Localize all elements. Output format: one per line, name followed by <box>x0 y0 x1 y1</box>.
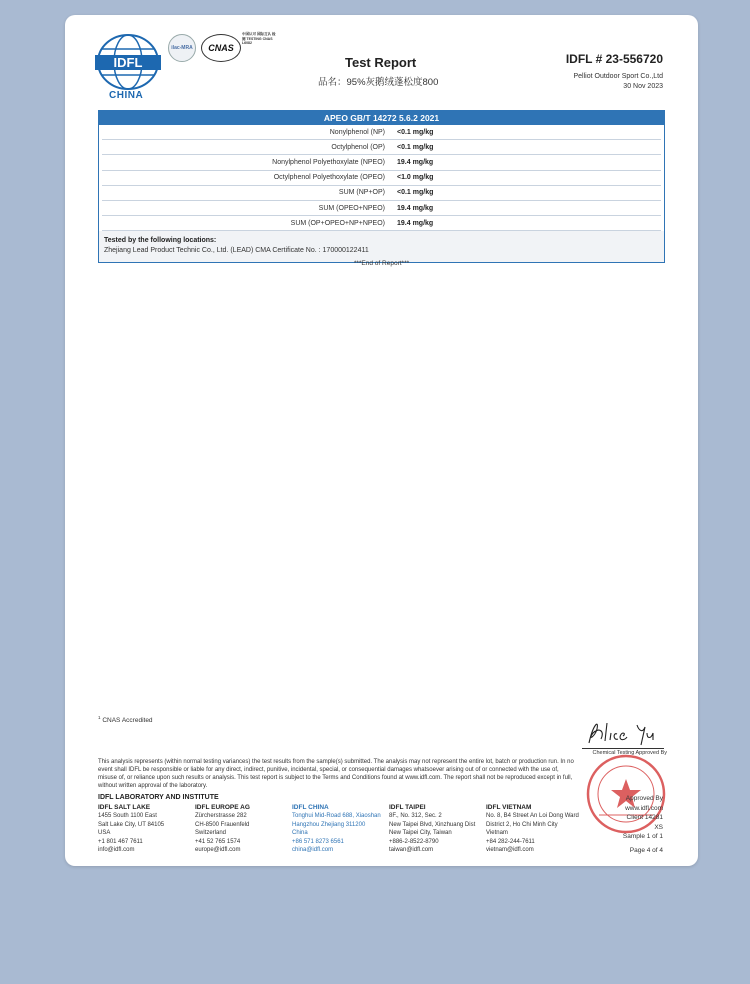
footnote-marker: 1 <box>98 715 101 720</box>
analyte-name: SUM (OP+OPEO+NP+NPEO) <box>290 219 385 227</box>
table-row <box>102 155 661 170</box>
results-heading: APEO GB/T 14272 5.6.2 2021 <box>99 111 664 125</box>
analyte-name: Octylphenol Polyethoxylate (OPEO) <box>273 174 385 182</box>
office-line: Vietnam <box>486 830 508 837</box>
approved-by-caption: Chemical Testing Approved By <box>592 750 667 756</box>
website-link[interactable]: www.idfl.com <box>625 804 663 812</box>
table-row <box>102 186 661 201</box>
page-number: Page 4 of 4 <box>629 847 663 854</box>
report-number: IDFL # 23-556720 <box>565 52 663 66</box>
sample-code: XS <box>654 823 663 831</box>
analyte-name: Nonylphenol Polyethoxylate (NPEO) <box>272 158 385 166</box>
cnas-logo: CNAS <box>201 34 241 62</box>
office-china <box>292 804 389 854</box>
office-line: CH-8500 Frauenfeld <box>195 821 250 828</box>
lab-title: IDFL LABORATORY AND INSTITUTE <box>98 794 219 801</box>
analyte-value: <0.1 mg/kg <box>397 143 434 151</box>
office-name: IDFL SALT LAKE <box>98 804 151 811</box>
svg-text:IDFL: IDFL <box>113 55 143 70</box>
office-line: New Taipei City, Taiwan <box>389 830 452 837</box>
product-name: 品名：95%灰鹅绒蓬松度800 <box>318 77 439 88</box>
cnas-caption: 中国认可 国际互认 检测 TESTING CNAS L6082 <box>242 32 276 46</box>
report-title: Test Report <box>345 55 417 70</box>
office-name: IDFL TAIPEI <box>389 804 426 811</box>
office-name: IDFL EUROPE AG <box>195 804 250 811</box>
office-line: +86 571 8273 6561 <box>292 838 344 845</box>
signature <box>583 715 663 747</box>
analyte-name: Octylphenol (OP) <box>331 143 385 151</box>
office-line: china@idfl.com <box>292 847 334 854</box>
cnas-accredited-note <box>98 715 153 724</box>
office-line: Switzerland <box>195 830 227 837</box>
client-info <box>574 72 664 92</box>
office-vietnam <box>486 804 583 854</box>
office-taipei <box>389 804 486 854</box>
end-of-report: ***End of Report*** <box>353 260 410 267</box>
office-line: europe@idfl.com <box>195 847 241 854</box>
analyte-value: 19.4 mg/kg <box>397 204 434 212</box>
analyte-value: <0.1 mg/kg <box>397 189 434 197</box>
idfl-china-label: CHINA <box>109 90 144 101</box>
office-line: +41 52 765 1574 <box>195 838 241 845</box>
analyte-name: SUM (OPEO+NPEO) <box>318 204 385 212</box>
office-line: info@idfl.com <box>98 847 135 854</box>
report-page <box>65 15 698 866</box>
tested-text: Zhejiang Lead Product Technic Co., Ltd. (LEAD) CMA Certificate No. : 170000122411 <box>104 247 369 255</box>
office-list <box>98 804 583 854</box>
office-line: taiwan@idfl.com <box>389 847 434 854</box>
idfl-globe-logo <box>95 33 161 91</box>
cnas-note-text: CNAS Accredited <box>102 717 153 725</box>
client-name: Pelliot Outdoor Sport Co.,Ltd <box>573 73 663 80</box>
analyte-value: 19.4 mg/kg <box>397 158 434 166</box>
office-line: Zürcherstrasse 282 <box>195 813 247 820</box>
office-line: +84 282-244-7611 <box>486 838 535 845</box>
office-europe <box>195 804 292 854</box>
office-name: IDFL VIETNAM <box>486 804 532 811</box>
report-date: 30 Nov 2023 <box>623 83 663 90</box>
signature-line <box>582 748 664 749</box>
table-row <box>102 216 661 231</box>
office-line: 1455 South 1100 East <box>98 813 157 820</box>
office-salt-lake <box>98 804 195 854</box>
table-row <box>102 201 661 216</box>
office-line: New Taipei Blvd, Xinzhuang Dist <box>389 821 476 828</box>
office-line: USA <box>98 830 111 837</box>
analyte-name: SUM (NP+OP) <box>338 189 385 197</box>
disclaimer-text: This analysis represents (within normal testing variances) the test results from the sample(s) submitted. The analysis may not represent the entire lot, batch or production run. In no event shall IDFL be responsible or liable for any direct, indirect, punitive, incidental, special, or consequential damages whatsoever arising out of or connected with the use of, misuse of, or reliance upon such results or analysis. This test report is subject to the Terms and Conditions found at www.idfl.com. The report shall not be reproduced except in full, without written approval of the laboratory. <box>98 759 574 789</box>
table-row <box>102 171 661 186</box>
ilac-mra-logo: ilac-MRA <box>168 34 196 62</box>
analyte-value: 19.4 mg/kg <box>397 219 434 227</box>
tested-locations <box>99 231 664 262</box>
office-name: IDFL CHINA <box>292 804 329 811</box>
results-table <box>98 110 665 263</box>
office-line: No. 8, B4 Street An Loi Dong Ward <box>486 813 579 820</box>
client-id: Client 14281 <box>626 814 663 821</box>
tested-title: Tested by the following locations: <box>104 237 217 245</box>
approved-by-label: Approved By <box>625 795 663 802</box>
office-line: +886-2-8522-8790 <box>389 838 439 845</box>
office-line: Hangzhou Zhejiang 311200 <box>292 821 366 828</box>
office-line: Salt Lake City, UT 84105 <box>98 821 165 828</box>
office-line: vietnam@idfl.com <box>486 847 534 854</box>
office-line: 8F., No. 312, Sec. 2 <box>389 813 442 820</box>
office-line: China <box>292 830 308 837</box>
table-row <box>102 140 661 155</box>
office-line: District 2, Ho Chi Minh City <box>486 821 558 828</box>
analyte-value: <1.0 mg/kg <box>397 174 434 182</box>
table-row <box>102 125 661 140</box>
analyte-name: Nonylphenol (NP) <box>329 128 385 136</box>
office-line: Tonghui Mid-Road 688, Xiaoshan <box>292 813 381 820</box>
analyte-value: <0.1 mg/kg <box>397 128 434 136</box>
office-line: +1 801 467 7611 <box>98 838 143 845</box>
report-meta <box>623 794 663 842</box>
sample-count: Sample 1 of 1 <box>622 833 663 840</box>
